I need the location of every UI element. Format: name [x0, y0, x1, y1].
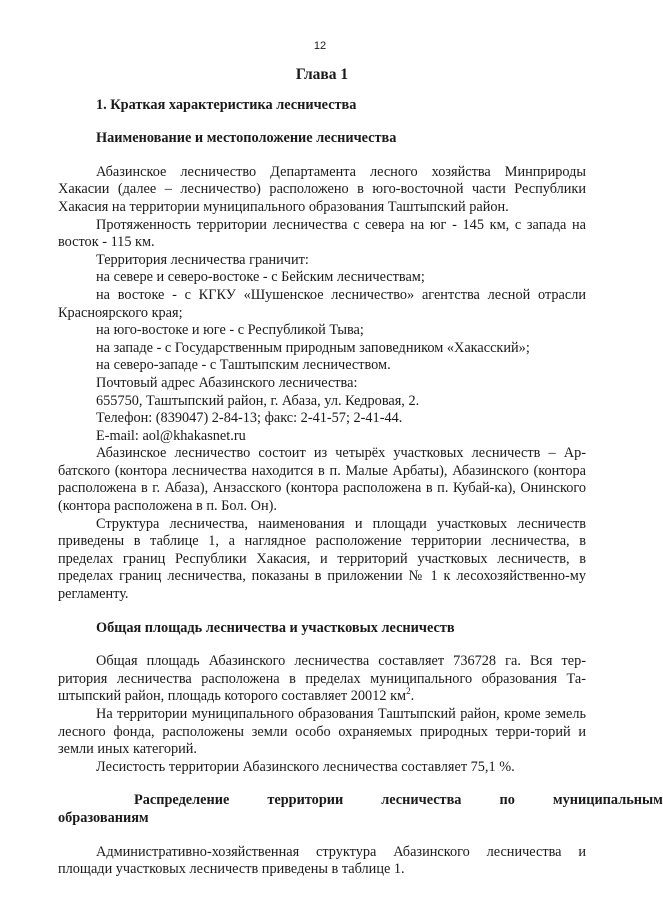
email-line: E-mail: aol@khakasnet.ru: [96, 427, 246, 444]
paragraph-extent: Протяженность территории лесничества с севера на юг - 145 км, с запада на восток - 115 км.: [58, 216, 586, 251]
paragraph-borders-intro: Территория лесничества граничит:: [96, 251, 309, 268]
section-title: 1. Краткая характеристика лесничества: [96, 96, 357, 113]
superscript-2: 2: [406, 686, 411, 697]
border-northwest: на северо-западе - с Таштыпским лесничеством.: [96, 357, 391, 374]
paragraph-intro: Абазинское лесничество Департамента лесного хозяйства Минприроды Хакасии (далее – лесничество) расположено в юго-восточной части Республики Хакасия на территории муниципального образования Таштыпский район.: [58, 163, 586, 215]
subsection-title-distribution: Распределение территории лесничества по муниципальным образованиям: [58, 792, 663, 826]
border-west: на западе - с Государственным природным заповедником «Хакасский»;: [96, 339, 530, 356]
border-north: на севере и северо-востоке - с Бейским лесничествам;: [96, 269, 425, 286]
page-number: 12: [313, 40, 327, 52]
paragraph-districts: Абазинское лесничество состоит из четырёх участковых лесничеств – Ар-батского (контора лесничества находится в п. Малые Арбаты), Абазинского (контора расположена в г. Абаза), Анзасского (контора расположена в п. Кубай-ка), Онинского (контора расположена в п. Бол. Он).: [58, 445, 586, 515]
border-east: на востоке - с КГКУ «Шушенское лесничество» агентства лесной отрасли Красноярского края;: [58, 286, 586, 321]
paragraph-land-categories: На территории муниципального образования Таштыпский район, кроме земель лесного фонда, расположены земли особо охраняемых природных терри-торий и земли иных категорий.: [58, 706, 586, 758]
phone-line: Телефон: (839047) 2-84-13; факс: 2-41-57; 2-41-44.: [96, 410, 403, 427]
paragraph-forest-cover: Лесистость территории Абазинского лесничества составляет 75,1 %.: [96, 758, 515, 775]
postal-address: 655750, Таштыпский район, г. Абаза, ул. Кедровая, 2.: [96, 392, 420, 409]
border-south: на юго-востоке и юге - с Республикой Тыва;: [96, 322, 364, 339]
subsection-title-area: Общая площадь лесничества и участковых лесничеств: [96, 619, 455, 636]
postal-label: Почтовый адрес Абазинского лесничества:: [96, 374, 358, 391]
paragraph-admin-structure: Административно-хозяйственная структура Абазинского лесничества и площади участковых лесничеств приведены в таблице 1.: [58, 843, 586, 878]
chapter-title: Глава 1: [295, 66, 349, 83]
paragraph-structure: Структура лесничества, наименования и площади участковых лесничеств приведены в таблице 1, а наглядное расположение территории лесничества, в пределах границ Республики Хакасия, и территорий участковых лесничеств, в пределах границ лесничества, показаны в приложении № 1 к лесохозяйственно-му регламенту.: [58, 515, 586, 603]
subsection-title-location: Наименование и местоположение лесничества: [96, 130, 397, 147]
paragraph-total-area: Общая площадь Абазинского лесничества составляет 736728 га. Вся тер-ритория лесничества расположена в пределах муниципального образования Та-штыпский район, площадь которого составляет 20012 $км^2$.: [58, 653, 586, 705]
page-content: [58, 66, 663, 879]
